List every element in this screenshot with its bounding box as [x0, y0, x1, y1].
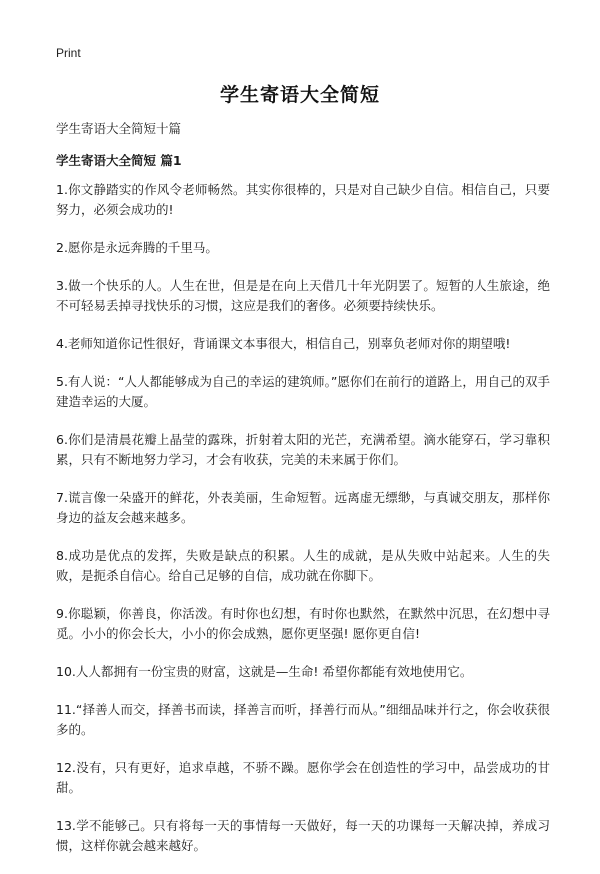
page-title: 学生寄语大全简短 — [219, 84, 380, 106]
list-item: 2.愿你是永远奔腾的千里马。 — [56, 240, 218, 255]
list-item: 10.人人都拥有一份宝贵的财富，这就是—生命! 希望你都能有效地使用它。 — [56, 664, 473, 679]
list-item: 7.谎言像一朵盛开的鲜花，外表美丽，生命短暂。远离虚无缥缈，与真诚交朋友，那样你身边的益友会越来越多。 — [56, 490, 550, 525]
document-subtitle: 学生寄语大全简短十篇 — [56, 121, 182, 136]
list-item: 13.学不能够己。只有将每一天的事情每一天做好，每一天的功课每一天解决掉，养成习惯，这样你就会越来越好。 — [56, 818, 550, 853]
list-item: 12.没有，只有更好，追求卓越，不骄不躁。愿你学会在创造性的学习中，品尝成功的甘甜。 — [56, 760, 550, 795]
list-item: 11.“择善人而交，择善书而读，择善言而听，择善行而从。”细细品味并行之，你会收获很多的。 — [56, 702, 550, 737]
list-item: 3.做一个快乐的人。人生在世，但是是在向上天借几十年光阴罢了。短暂的人生旅途，绝不可轻易丢掉寻找快乐的习惯，这应是我们的奢侈。必须要持续快乐。 — [56, 278, 550, 313]
list-item: 9.你聪颖，你善良，你活泼。有时你也幻想，有时你也默然，在默然中沉思，在幻想中寻觅。小小的你会长大，小小的你会成熟，愿你更坚强! 愿你更自信! — [56, 606, 550, 641]
section-heading: 学生寄语大全简短 篇1 — [56, 153, 182, 168]
list-item: 4.老师知道你记性很好，背诵课文本事很大，相信自己，别辜负老师对你的期望哦! — [56, 336, 511, 351]
print-link[interactable]: Print — [56, 46, 81, 60]
list-item: 6.你们是清晨花瓣上晶莹的露珠，折射着太阳的光芒，充满希望。滴水能穿石，学习靠积累，只有不断地努力学习，才会有收获，完美的未来属于你们。 — [56, 432, 550, 467]
list-item: 8.成功是优点的发挥，失败是缺点的积累。人生的成就，是从失败中站起来。人生的失败，是扼杀自信心。给自己足够的自信，成功就在你脚下。 — [56, 548, 550, 583]
list-item: 1.你文静踏实的作风令老师畅然。其实你很棒的，只是对自己缺少自信。相信自己，只要努力，必须会成功的! — [56, 182, 550, 217]
list-item: 5.有人说：“人人都能够成为自己的幸运的建筑师。”愿你们在前行的道路上，用自己的双手建造幸运的大厦。 — [56, 374, 550, 409]
message-list — [56, 180, 550, 874]
